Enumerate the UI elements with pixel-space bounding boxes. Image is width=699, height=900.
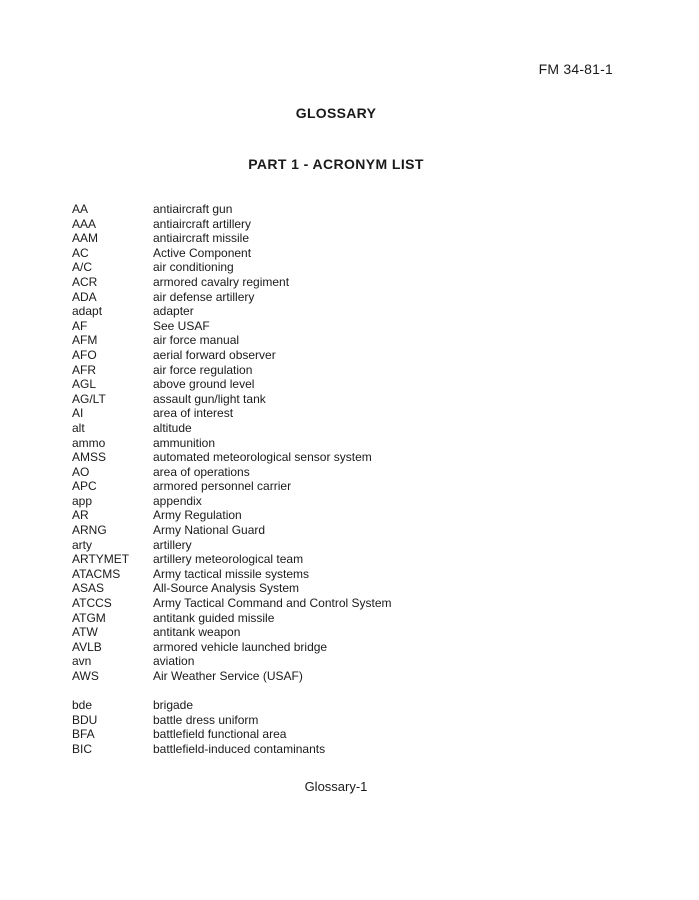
acronym-term: ARNG: [72, 523, 107, 538]
acronym-entry: [72, 669, 632, 684]
acronym-entry: [72, 406, 632, 421]
acronym-definition: air defense artillery: [153, 289, 255, 304]
acronym-term: AO: [72, 464, 90, 479]
acronym-definition: Army tactical missile systems: [153, 566, 310, 581]
section-title: PART 1 - ACRONYM LIST: [248, 156, 424, 172]
acronym-definition: air force regulation: [153, 362, 253, 377]
acronym-term: ASAS: [72, 581, 105, 596]
acronym-entry: [72, 494, 632, 509]
acronym-term: AC: [72, 245, 89, 260]
acronym-entry: [72, 538, 632, 553]
acronym-entry: [72, 377, 632, 392]
acronym-definition: aerial forward observer: [153, 347, 276, 362]
acronym-term: ATCCS: [72, 596, 112, 611]
acronym-entry: [72, 596, 632, 611]
acronym-term: app: [72, 493, 93, 508]
acronym-definition: Army Regulation: [153, 508, 242, 523]
acronym-term: adapt: [72, 304, 103, 319]
acronym-term: AF: [72, 318, 88, 333]
page-title: GLOSSARY: [295, 105, 377, 121]
acronym-definition: antitank weapon: [153, 625, 241, 640]
acronym-term: ACR: [72, 274, 98, 289]
acronym-definition: area of interest: [153, 406, 234, 421]
acronym-definition: above ground level: [153, 377, 255, 392]
acronym-entry: [72, 523, 632, 538]
acronym-definition: adapter: [153, 304, 194, 319]
acronym-entry: [72, 260, 632, 275]
acronym-entry: [72, 552, 632, 567]
acronym-definition: antiaircraft artillery: [153, 216, 252, 231]
acronym-entry: [72, 319, 632, 334]
acronym-entry: [72, 246, 632, 261]
acronym-definition: appendix: [153, 493, 202, 508]
acronym-entry: [72, 333, 632, 348]
acronym-list: [72, 202, 632, 757]
acronym-definition: armored personnel carrier: [153, 479, 292, 494]
acronym-definition: brigade: [153, 698, 194, 713]
acronym-entry: [72, 363, 632, 378]
acronym-definition: Air Weather Service (USAF): [153, 669, 303, 683]
acronym-definition: altitude: [153, 420, 192, 435]
acronym-term: ADA: [72, 289, 97, 304]
acronym-entry: [72, 640, 632, 655]
acronym-entry: [72, 742, 632, 757]
acronym-term: BIC: [72, 741, 93, 756]
acronym-definition: ammunition: [153, 435, 216, 450]
acronym-term: AFO: [72, 347, 97, 362]
acronym-definition: aviation: [153, 654, 195, 669]
acronym-entry: [72, 611, 632, 626]
acronym-definition: Active Component: [153, 245, 252, 260]
acronym-term: bde: [72, 698, 93, 713]
acronym-entry: [72, 450, 632, 465]
acronym-entry: [72, 654, 632, 669]
acronym-definition: Army National Guard: [153, 523, 266, 538]
acronym-term: BFA: [72, 727, 95, 742]
acronym-entry: [72, 713, 632, 728]
acronym-term: A/C: [72, 260, 93, 275]
acronym-definition: battlefield functional area: [153, 727, 287, 742]
acronym-definition: See USAF: [153, 318, 210, 333]
acronym-entry: [72, 727, 632, 742]
document-id: FM 34-81-1: [538, 61, 613, 77]
acronym-entry: [72, 275, 632, 290]
acronym-term: alt: [72, 420, 85, 435]
acronym-term: AGL: [72, 377, 97, 392]
acronym-entry: [72, 217, 632, 232]
acronym-definition: antitank guided missile: [153, 610, 275, 625]
acronym-definition: area of operations: [153, 464, 250, 479]
acronym-entry: [72, 392, 632, 407]
acronym-term: ATACMS: [72, 566, 121, 581]
acronym-term: AWS: [72, 669, 99, 683]
acronym-definition: Army Tactical Command and Control System: [153, 596, 392, 611]
acronym-term: AI: [72, 406, 84, 421]
acronym-definition: artillery meteorological team: [153, 552, 304, 567]
acronym-definition: air force manual: [153, 333, 240, 348]
acronym-term: arty: [72, 537, 93, 552]
acronym-definition: artillery: [153, 537, 192, 552]
acronym-entry: [72, 348, 632, 363]
acronym-term: AAA: [72, 216, 97, 231]
acronym-term: AR: [72, 508, 89, 523]
acronym-entry: [72, 231, 632, 246]
acronym-term: avn: [72, 654, 92, 669]
acronym-entry: [72, 581, 632, 596]
acronym-definition: automated meteorological sensor system: [153, 450, 372, 465]
acronym-term: AFR: [72, 362, 96, 377]
acronym-term: AA: [72, 202, 89, 216]
page-number: Glossary-1: [304, 779, 368, 794]
acronym-term: ARTYMET: [72, 552, 130, 567]
acronym-entry: [72, 698, 632, 713]
acronym-entry: [72, 202, 632, 217]
acronym-entry: [72, 625, 632, 640]
acronym-entry: [72, 479, 632, 494]
acronym-definition: assault gun/light tank: [153, 391, 266, 406]
acronym-entry: [72, 567, 632, 582]
acronym-entry: [72, 465, 632, 480]
acronym-definition: antiaircraft gun: [153, 202, 233, 216]
acronym-definition: battlefield-induced contaminants: [153, 741, 326, 756]
acronym-definition: air conditioning: [153, 260, 234, 275]
acronym-term: APC: [72, 479, 97, 494]
acronym-entry: [72, 508, 632, 523]
acronym-term: ATGM: [72, 610, 106, 625]
acronym-definition: All-Source Analysis System: [153, 581, 300, 596]
group-spacer: [72, 684, 632, 699]
acronym-term: AAM: [72, 231, 99, 246]
acronym-term: ammo: [72, 435, 106, 450]
acronym-definition: armored vehicle launched bridge: [153, 639, 328, 654]
acronym-entry: [72, 421, 632, 436]
acronym-term: AVLB: [72, 639, 102, 654]
acronym-entry: [72, 436, 632, 451]
acronym-definition: armored cavalry regiment: [153, 274, 290, 289]
acronym-term: AG/LT: [72, 391, 106, 406]
acronym-term: AMSS: [72, 450, 107, 465]
acronym-entry: [72, 290, 632, 305]
acronym-term: AFM: [72, 333, 98, 348]
acronym-term: ATW: [72, 625, 98, 640]
acronym-term: BDU: [72, 712, 98, 727]
acronym-entry: [72, 304, 632, 319]
acronym-definition: battle dress uniform: [153, 712, 259, 727]
acronym-definition: antiaircraft missile: [153, 231, 250, 246]
